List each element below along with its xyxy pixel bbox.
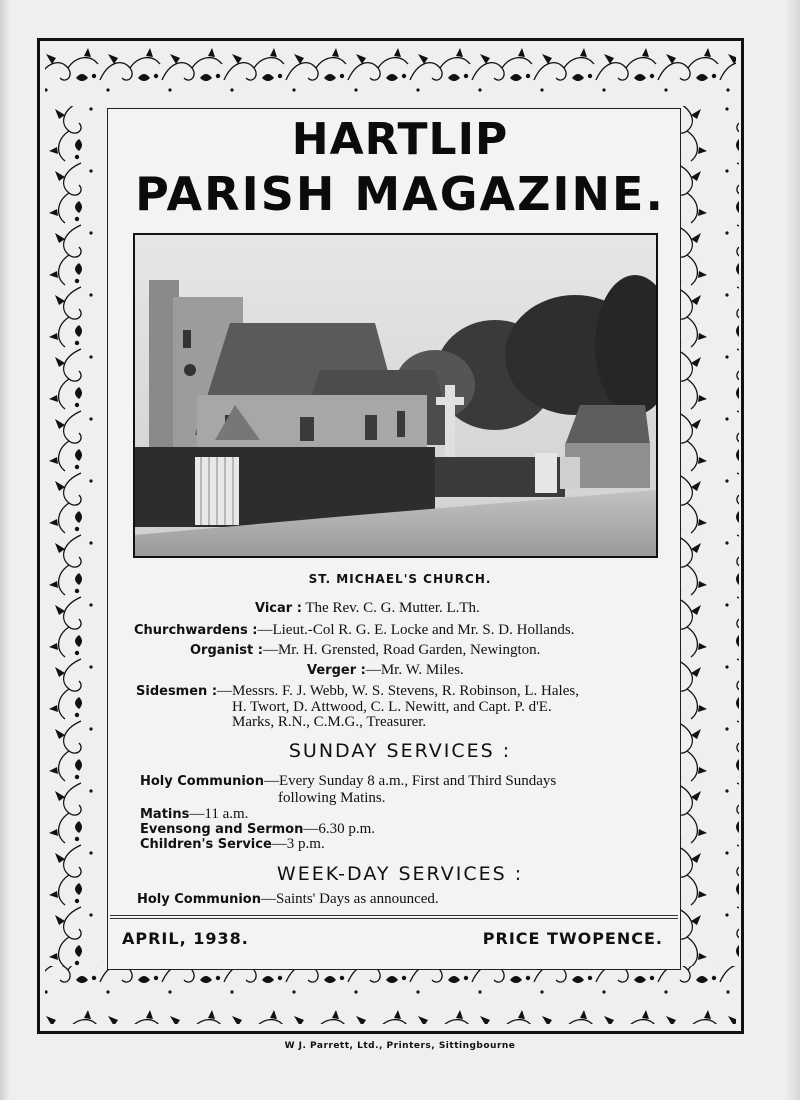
weekday-hc-line bbox=[137, 891, 439, 908]
churchwardens-line bbox=[134, 622, 575, 639]
sunday-hc-text: —Every Sunday 8 a.m., First and Third Sundays bbox=[263, 773, 557, 789]
sidesmen-label: Sidesmen : bbox=[136, 684, 218, 699]
sunday-services-heading: SUNDAY SERVICES : bbox=[288, 740, 512, 762]
footer-divider-bottom bbox=[110, 918, 678, 919]
printer-imprint: W J. Parrett, Ltd., Printers, Sittingbourne bbox=[284, 1041, 516, 1051]
sidesmen-line-3: Marks, R.N., C.M.G., Treasurer. bbox=[232, 714, 427, 730]
organist-label: Organist : bbox=[190, 643, 263, 658]
evensong-time: —6.30 p.m. bbox=[303, 821, 376, 837]
churchwardens-label: Churchwardens : bbox=[134, 623, 258, 638]
page-edge-shadow bbox=[786, 0, 800, 1100]
churchwardens-names: —Lieut.-Col R. G. E. Locke and Mr. S. D. Hollands. bbox=[257, 622, 575, 638]
weekday-services-heading: WEEK-DAY SERVICES : bbox=[276, 863, 524, 885]
vicar-line bbox=[255, 600, 480, 617]
childrens-service-line bbox=[140, 836, 325, 853]
photo-caption: ST. MICHAEL'S CHURCH. bbox=[308, 572, 492, 586]
evensong-label: Evensong and Sermon bbox=[140, 822, 304, 837]
childrens-service-label: Children's Service bbox=[140, 837, 272, 852]
sunday-hc-line bbox=[140, 773, 556, 790]
childrens-service-time: —3 p.m. bbox=[271, 836, 325, 852]
masthead-title-line1: HARTLIP bbox=[291, 114, 509, 165]
church-photograph bbox=[133, 233, 658, 558]
verger-line bbox=[307, 662, 464, 679]
sidesmen-line-2: H. Twort, D. Attwood, C. L. Newitt, and Capt. P. d'E. bbox=[232, 699, 552, 715]
sunday-hc-label: Holy Communion bbox=[140, 774, 264, 789]
organist-line bbox=[190, 642, 540, 659]
weekday-hc-text: —Saints' Days as announced. bbox=[260, 891, 439, 907]
organist-name: —Mr. H. Grensted, Road Garden, Newington. bbox=[262, 642, 541, 658]
weekday-hc-label: Holy Communion bbox=[137, 892, 261, 907]
sidesmen-names-1: —Messrs. F. J. Webb, W. S. Stevens, R. Robinson, L. Hales, bbox=[217, 683, 579, 699]
issue-date: APRIL, 1938. bbox=[122, 929, 249, 948]
masthead-title-line2: PARISH MAGAZINE. bbox=[135, 167, 665, 221]
sunday-hc-line-2: following Matins. bbox=[278, 790, 386, 806]
price: PRICE TWOPENCE. bbox=[482, 929, 663, 948]
sidesmen-line-1 bbox=[136, 683, 579, 700]
vicar-label: Vicar : bbox=[255, 601, 302, 616]
verger-label: Verger : bbox=[307, 663, 366, 678]
matins-time: —11 a.m. bbox=[189, 806, 249, 822]
vicar-name: The Rev. C. G. Mutter. L.Th. bbox=[305, 600, 480, 616]
matins-label: Matins bbox=[140, 807, 190, 822]
verger-name: —Mr. W. Miles. bbox=[365, 662, 464, 678]
page-spine-shadow bbox=[0, 0, 10, 1100]
footer-divider-top bbox=[110, 915, 678, 916]
